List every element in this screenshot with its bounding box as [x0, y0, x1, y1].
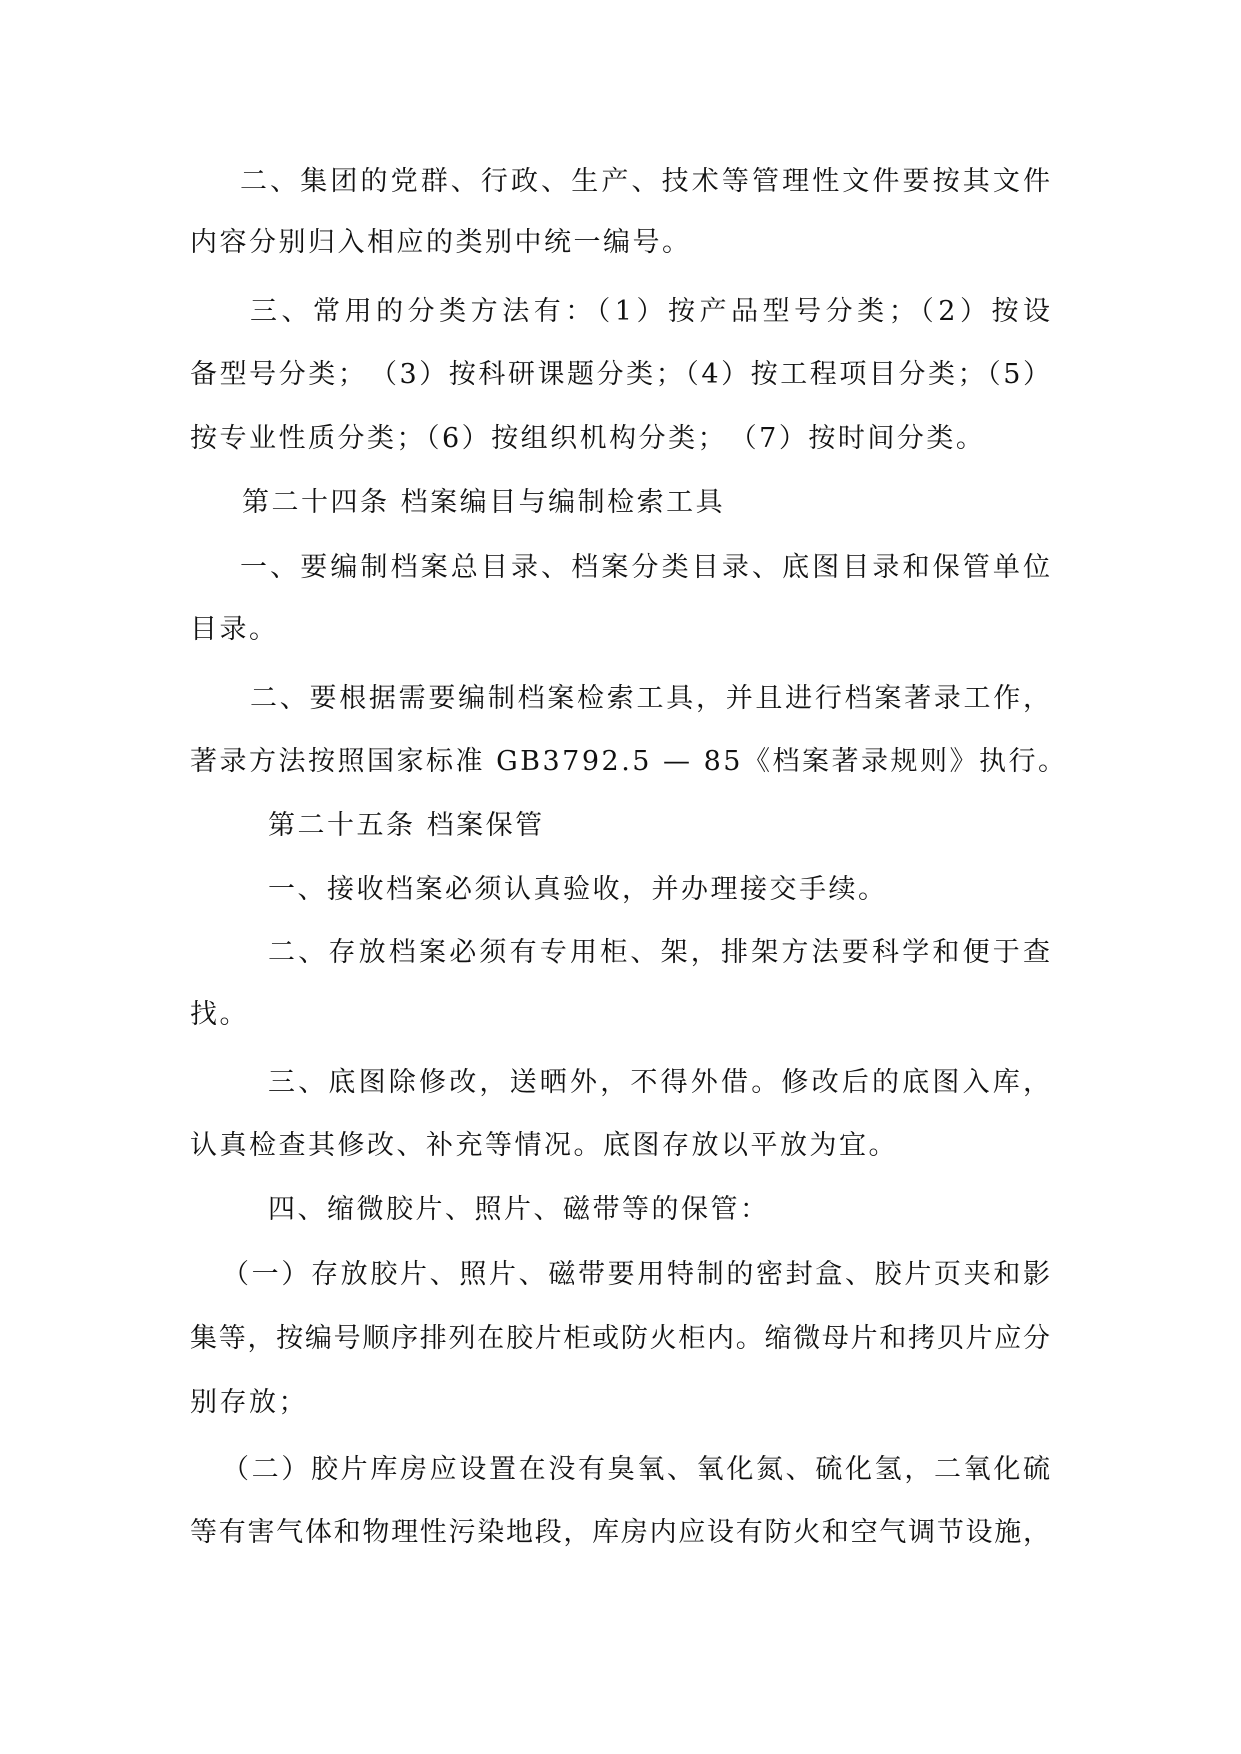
paragraph-line: 认真检查其修改、补充等情况。底图存放以平放为宜。 [190, 1130, 898, 1161]
paragraph-line: 别存放； [190, 1387, 308, 1418]
paragraph-line: 一、要编制档案总目录、档案分类目录、底图目录和保管单位 [240, 552, 1050, 583]
paragraph-line: 找。 [190, 999, 249, 1030]
paragraph-line: 集等，按编号顺序排列在胶片柜或防火柜内。缩微母片和拷贝片应分 [190, 1323, 1050, 1354]
paragraph-line: 四、缩微胶片、照片、磁带等的保管： [268, 1194, 770, 1225]
paragraph-line: 按专业性质分类；（6）按组织机构分类； （7）按时间分类。 [190, 423, 986, 454]
paragraph-line: 备型号分类； （3）按科研课题分类；（4）按工程项目分类；（5） [190, 359, 1050, 390]
paragraph-line: 内容分别归入相应的类别中统一编号。 [190, 227, 692, 258]
paragraph-line: 二、存放档案必须有专用柜、架，排架方法要科学和便于查 [268, 937, 1050, 968]
paragraph-line: （二）胶片库房应设置在没有臭氧、氧化氮、硫化氢，二氧化硫 [222, 1454, 1050, 1485]
paragraph-line: 三、底图除修改，送晒外，不得外借。修改后的底图入库， [268, 1067, 1050, 1098]
paragraph-line: 目录。 [190, 614, 279, 645]
paragraph-line: 二、集团的党群、行政、生产、技术等管理性文件要按其文件 [240, 166, 1050, 197]
paragraph-line: 等有害气体和物理性污染地段，库房内应设有防火和空气调节设施， [190, 1517, 1050, 1548]
paragraph-line: 二、要根据需要编制档案检索工具，并且进行档案著录工作， [250, 683, 1050, 714]
paragraph-line: 一、接收档案必须认真验收，并办理接交手续。 [268, 874, 888, 905]
article-heading: 第二十五条 档案保管 [268, 810, 545, 841]
paragraph-line: （一）存放胶片、照片、磁带要用特制的密封盒、胶片页夹和影 [222, 1259, 1050, 1290]
article-heading: 第二十四条 档案编目与编制检索工具 [242, 487, 726, 518]
paragraph-line: 三、常用的分类方法有：（1）按产品型号分类；（2）按设 [250, 296, 1050, 327]
paragraph-line: 著录方法按照国家标准 GB3792.5 — 85《档案著录规则》执行。 [190, 746, 1068, 777]
